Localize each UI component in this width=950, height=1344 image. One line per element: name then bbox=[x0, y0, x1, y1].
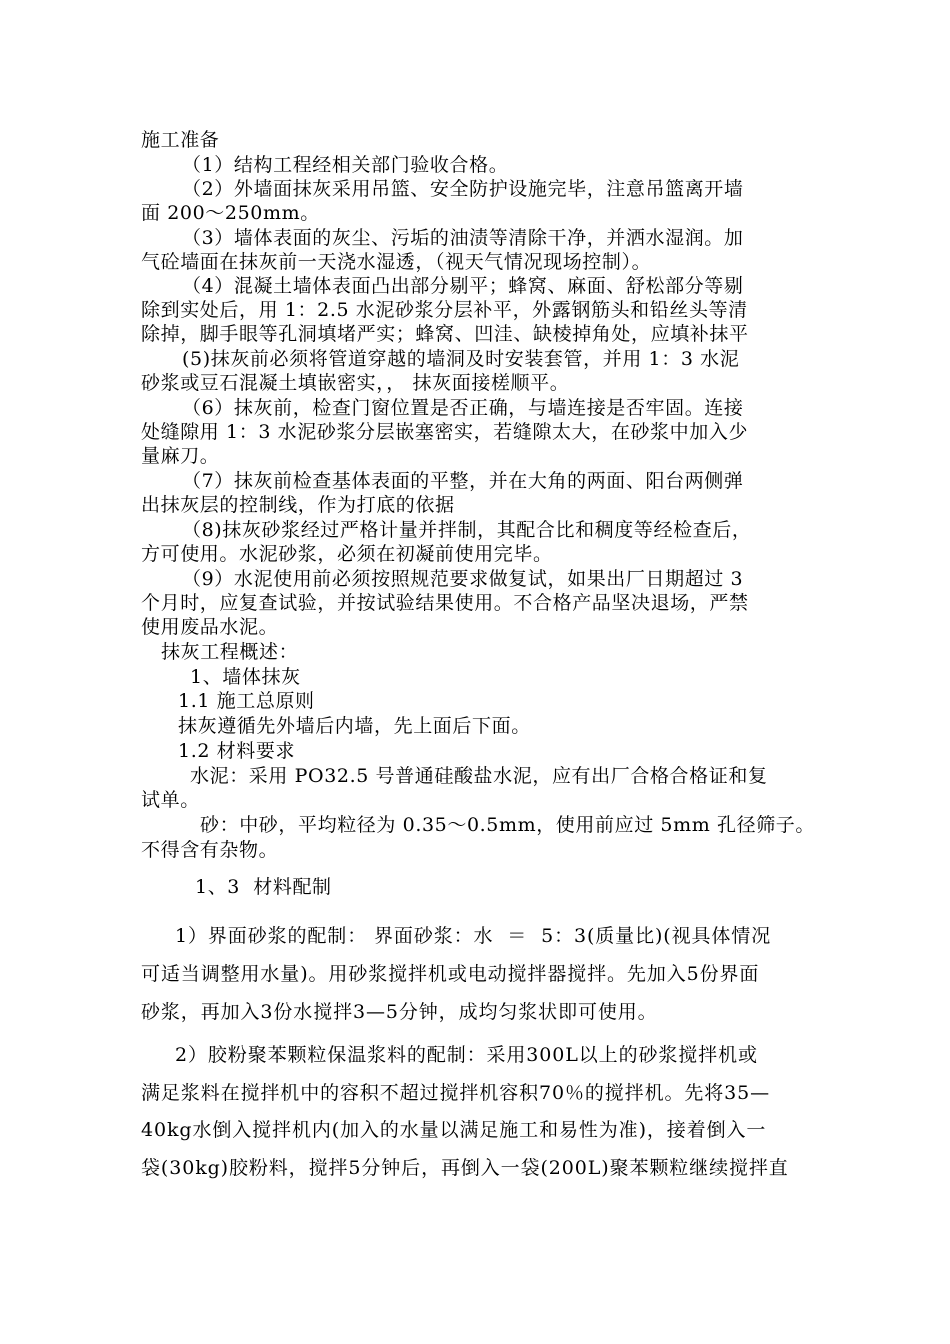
heading-preparation: 施工准备 bbox=[141, 129, 220, 151]
item-6-line-2: 处缝隙用 1：3 水泥砂浆分层嵌塞密实，若缝隙太大，在砂浆中加入少 bbox=[141, 421, 749, 443]
item-7-line-1: （7）抹灰前检查基体表面的平整，并在大角的两面、阳台两侧弹 bbox=[182, 470, 744, 492]
item-9-line-1: （9）水泥使用前必须按照规范要求做复试，如果出厂日期超过 3 bbox=[182, 568, 744, 590]
mix-2-line-3: 40kg水倒入搅拌机内(加入的水量以满足施工和易性为准)，接着倒入一 bbox=[141, 1119, 767, 1141]
section-1-heading: 1、墙体抹灰 bbox=[190, 666, 301, 688]
item-6-line-1: （6）抹灰前，检查门窗位置是否正确，与墙连接是否牢固。连接 bbox=[182, 397, 744, 419]
principle-text: 抹灰遵循先外墙后内墙，先上面后下面。 bbox=[178, 715, 531, 737]
mix-2-line-2: 满足浆料在搅拌机中的容积不超过搅拌机容积70％的搅拌机。先将35— bbox=[141, 1082, 771, 1104]
sand-line-2: 不得含有杂物。 bbox=[141, 839, 279, 861]
item-5-line-2: 砂浆或豆石混凝土填嵌密实，， 抹灰面接槎顺平。 bbox=[141, 372, 570, 394]
item-4-line-1: （4）混凝土墙体表面凸出部分剔平；蜂窝、麻面、舒松部分等剔 bbox=[182, 275, 744, 297]
item-5-line-1: (5)抹灰前必须将管道穿越的墙洞及时安装套管，并用 1：3 水泥 bbox=[182, 348, 740, 370]
cement-line-1: 水泥：采用 PO32.5 号普通硅酸盐水泥，应有出厂合格合格证和复 bbox=[190, 765, 768, 787]
section-1-2-heading: 1.2 材料要求 bbox=[178, 740, 296, 762]
item-4-line-2: 除到实处后，用 1：2.5 水泥砂浆分层补平，外露钢筋头和铅丝头等清 bbox=[141, 299, 748, 321]
mix-2-line-1: 2）胶粉聚苯颗粒保温浆料的配制：采用300L以上的砂浆搅拌机或 bbox=[175, 1044, 758, 1066]
section-1-1-heading: 1.1 施工总原则 bbox=[178, 690, 315, 712]
item-8-line-2: 方可使用。水泥砂浆，必须在初凝前使用完毕。 bbox=[141, 543, 553, 565]
cement-line-2: 试单。 bbox=[141, 789, 200, 811]
mix-1-line-3: 砂浆，再加入3份水搅拌3—5分钟，成均匀浆状即可使用。 bbox=[141, 1001, 658, 1023]
overview-heading: 抹灰工程概述： bbox=[161, 641, 299, 663]
mix-1-line-1: 1）界面砂浆的配制： 界面砂浆：水 ＝ 5：3(质量比)(视具体情况 bbox=[175, 925, 772, 947]
section-1-3-heading: 1、3 材料配制 bbox=[195, 876, 332, 898]
item-6-line-3: 量麻刀。 bbox=[141, 445, 220, 467]
item-2-line-2: 面 200～250mm。 bbox=[141, 202, 320, 224]
item-3-line-1: （3）墙体表面的灰尘、污垢的油渍等清除干净，并洒水湿润。加 bbox=[182, 227, 744, 249]
mix-2-line-4: 袋(30kg)胶粉料，搅拌5分钟后，再倒入一袋(200L)聚苯颗粒继续搅拌直 bbox=[141, 1157, 789, 1179]
item-7-line-2: 出抹灰层的控制线，作为打底的依据 bbox=[141, 494, 455, 516]
sand-line-1: 砂：中砂，平均粒径为 0.35～0.5mm，使用前应过 5mm 孔径筛子。 bbox=[200, 814, 815, 836]
item-9-line-3: 使用废品水泥。 bbox=[141, 616, 279, 638]
item-9-line-2: 个月时，应复查试验，并按试验结果使用。不合格产品坚决退场，严禁 bbox=[141, 592, 749, 614]
item-3-line-2: 气砼墙面在抹灰前一天浇水湿透，（视天气情况现场控制）。 bbox=[141, 251, 652, 273]
mix-1-line-2: 可适当调整用水量)。用砂浆搅拌机或电动搅拌器搅拌。先加入5份界面 bbox=[141, 963, 760, 985]
item-1-line-1: （1）结构工程经相关部门验收合格。 bbox=[182, 154, 509, 176]
item-2-line-1: （2）外墙面抹灰采用吊篮、安全防护设施完毕，注意吊篮离开墙 bbox=[182, 178, 744, 200]
item-8-line-1: （8)抹灰砂浆经过严格计量并拌制，其配合比和稠度等经检查后， bbox=[182, 519, 752, 541]
item-4-line-3: 除掉，脚手眼等孔洞填堵严实；蜂窝、凹洼、缺棱掉角处，应填补抹平 bbox=[141, 323, 749, 345]
